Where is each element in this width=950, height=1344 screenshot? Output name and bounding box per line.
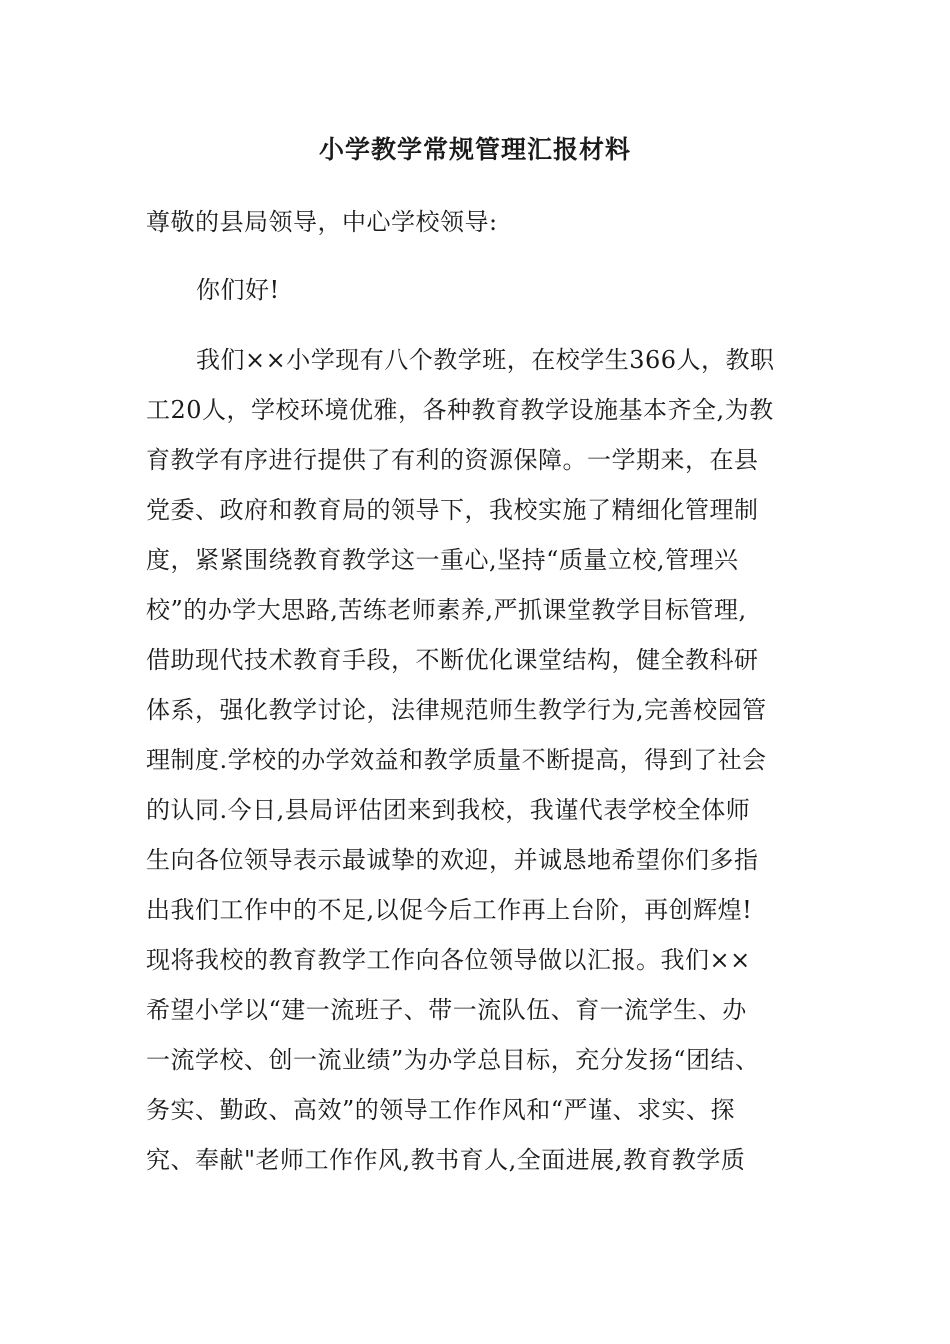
body-line: 工20人，学校环境优雅，各种教育教学设施基本齐全,为教 xyxy=(146,396,774,424)
body-line: 理制度.学校的办学效益和教学质量不断提高，得到了社会 xyxy=(146,746,767,774)
body-line: 育教学有序进行提供了有利的资源保障。一学期来，在县 xyxy=(146,446,759,474)
body-line: 党委、政府和教育局的领导下，我校实施了精细化管理制 xyxy=(146,496,759,524)
body-line: 借助现代技术教育手段，不断优化课堂结构，健全教科研 xyxy=(146,646,759,674)
body-line: 度，紧紧围绕教育教学这一重心,坚持“质量立校,管理兴 xyxy=(146,546,739,574)
body-line: 一流学校、创一流业绩”为办学总目标，充分发扬“团结、 xyxy=(146,1046,760,1074)
document-title: 小学教学常规管理汇报材料 xyxy=(318,135,631,164)
salutation: 尊敬的县局领导，中心学校领导: xyxy=(146,208,498,236)
body-line: 究、奉献"老师工作作风,教书育人,全面进展,教育教学质 xyxy=(146,1146,746,1174)
body-line: 的认同.今日,县局评估团来到我校，我谨代表学校全体师 xyxy=(146,796,751,824)
body-line: 体系，强化教学讨论，法律规范师生教学行为,完善校园管 xyxy=(146,696,767,724)
body-line: 我们××小学现有八个教学班，在校学生366人，教职 xyxy=(196,346,775,374)
body-line: 现将我校的教育教学工作向各位领导做以汇报。我们×× xyxy=(146,946,751,974)
greeting: 你们好! xyxy=(196,276,280,304)
body-line: 出我们工作中的不足,以促今后工作再上台阶，再创辉煌! xyxy=(146,896,753,924)
body-line: 生向各位领导表示最诚挚的欢迎，并诚恳地希望你们多指 xyxy=(146,846,759,874)
body-line: 校”的办学大思路,苦练老师素养,严抓课堂教学目标管理, xyxy=(146,596,747,624)
body-line: 希望小学以“建一流班子、带一流队伍、育一流学生、办 xyxy=(146,996,747,1024)
body-line: 务实、勤政、高效”的领导工作作风和“严谨、求实、探 xyxy=(146,1096,736,1124)
